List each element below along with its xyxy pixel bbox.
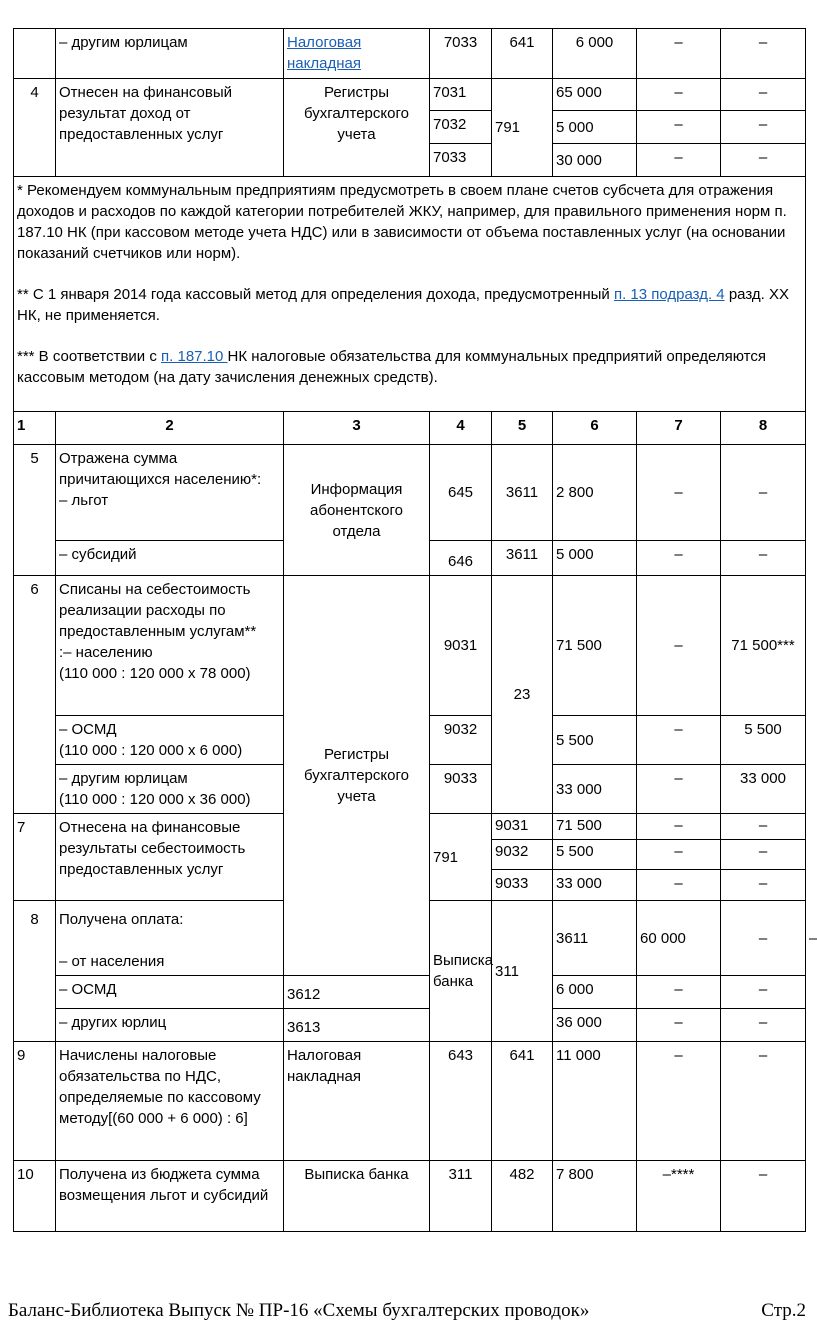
col7-cell: –: [637, 79, 721, 111]
debit-cell: 7033: [430, 144, 492, 177]
col7-cell: –: [637, 541, 721, 576]
sum-cell: 11 000: [553, 1042, 637, 1161]
sum-cell: 71 500: [553, 814, 637, 840]
debit-cell: 311: [492, 901, 553, 1042]
credit-cell: 9031: [492, 814, 553, 840]
row-content: – ОСМД: [56, 976, 284, 1009]
debit-cell: 643: [430, 1042, 492, 1161]
credit-cell: 482: [492, 1161, 553, 1232]
row-content: – другим юрлицам: [56, 29, 284, 79]
column-number: 6: [553, 412, 637, 445]
column-number: 1: [14, 412, 56, 445]
sum-cell: 6 000: [553, 976, 637, 1009]
tax-invoice-link[interactable]: Налоговая накладная: [287, 34, 362, 72]
document-cell: Регистры бухгалтерского учета: [284, 576, 430, 976]
table-row: [14, 79, 806, 111]
table-row: 8 Получена оплата: – от населения Выписка банка 311 3611 60 000 – –: [14, 901, 806, 976]
col8-cell: –: [721, 1042, 806, 1161]
col7-cell: –: [721, 901, 806, 976]
credit-cell: 791: [492, 79, 553, 177]
page-number: Стр.2: [761, 1300, 806, 1321]
col7-cell: –: [637, 111, 721, 144]
debit-cell: 9032: [430, 716, 492, 765]
col7-cell: –: [637, 1009, 721, 1042]
col8-cell: –: [721, 111, 806, 144]
col8-cell: –: [721, 79, 806, 111]
document-cell: Выписка банка: [430, 901, 492, 1042]
credit-cell: 9033: [492, 870, 553, 901]
row-number: 10: [14, 1161, 56, 1232]
col8-cell: –: [721, 445, 806, 541]
col8-cell: –: [721, 29, 806, 79]
row-content: Отражена сумма причитающихся населению*: – льгот: [56, 445, 284, 541]
sum-cell: 5 000: [553, 541, 637, 576]
col8-cell: –: [721, 144, 806, 177]
row-content: Отнесена на финансовые результаты себестоимость предоставленных услуг: [56, 814, 284, 901]
sum-cell: 36 000: [553, 1009, 637, 1042]
debit-cell: 791: [430, 814, 492, 901]
row-content: Отнесен на финансовый результат доход от предоставленных услуг: [56, 79, 284, 177]
col8-cell: –: [721, 1009, 806, 1042]
note-3: *** В соответствии с п. 187.10 НК налоговые обязательства для коммунальных предприятий определяются кассовым методом (на дату зачисления денежных средств).: [17, 348, 766, 386]
table-row: [14, 976, 806, 1009]
column-number: 5: [492, 412, 553, 445]
credit-cell: 641: [492, 1042, 553, 1161]
row-content: Начислены налоговые обязательства по НДС, определяемые по кассовому методу[(60 000 + 6 000) : 6]: [56, 1042, 284, 1161]
row-number: 4: [14, 79, 56, 177]
footer-title: Баланс-Библиотека Выпуск № ПР-16 «Схемы бухгалтерских проводок»: [8, 1300, 590, 1321]
note-2: ** С 1 января 2014 года кассовый метод для определения дохода, предусмотренный п. 13 подразд. 4 разд. ХХ НК, не применяется.: [17, 286, 789, 324]
document-cell: Информация абонентского отдела: [284, 445, 430, 576]
sum-cell: 2 800: [553, 445, 637, 541]
credit-cell: 3611: [492, 445, 553, 541]
sum-cell: 5 000: [553, 111, 637, 144]
col7-cell: –: [637, 814, 721, 840]
col8-cell: 71 500***: [721, 576, 806, 716]
sum-cell: 71 500: [553, 576, 637, 716]
row-number: 8: [14, 901, 56, 1042]
credit-cell: 23: [492, 576, 553, 814]
col7-cell: –: [637, 976, 721, 1009]
credit-cell: 3611: [492, 541, 553, 576]
notes-row: [14, 177, 806, 412]
debit-cell: 7032: [430, 111, 492, 144]
credit-cell: 3611: [553, 901, 637, 976]
sum-cell: 5 500: [553, 840, 637, 870]
debit-cell: 9031: [430, 576, 492, 716]
note-2-link[interactable]: п. 13 подразд. 4: [613, 286, 725, 303]
col8-cell: –: [721, 541, 806, 576]
document-cell: Налоговая накладная: [284, 1042, 430, 1161]
col7-cell: –: [637, 870, 721, 901]
row-content: Получена из бюджета сумма возмещения льгот и субсидий: [56, 1161, 284, 1232]
column-number: 4: [430, 412, 492, 445]
debit-cell: 645: [430, 445, 492, 541]
col8-cell: 33 000: [721, 765, 806, 814]
debit-cell: 7033: [430, 29, 492, 79]
sum-cell: 5 500: [553, 716, 637, 765]
col8-cell: –: [721, 840, 806, 870]
row-content: Получена оплата: – от населения: [56, 901, 284, 976]
row-content: – другим юрлицам (110 000 : 120 000 х 36 000): [56, 765, 284, 814]
table-row: [14, 29, 806, 79]
table-row: [14, 1042, 806, 1161]
col7-cell: –: [637, 765, 721, 814]
column-number: 7: [637, 412, 721, 445]
row-number: 5: [14, 445, 56, 576]
column-number-row: [14, 412, 806, 445]
credit-cell: 641: [492, 29, 553, 79]
entries-table: [13, 28, 817, 1232]
sum-cell: 33 000: [553, 765, 637, 814]
col7-cell: –****: [637, 1161, 721, 1232]
row-number: 7: [14, 814, 56, 901]
col7-cell: –: [637, 840, 721, 870]
credit-cell: 3612: [284, 976, 430, 1009]
table-row: [14, 576, 806, 716]
column-number: 2: [56, 412, 284, 445]
col7-cell: –: [637, 445, 721, 541]
col7-cell: –: [637, 29, 721, 79]
table-row: [14, 445, 806, 541]
col7-cell: –: [637, 144, 721, 177]
row-content: – субсидий: [56, 541, 284, 576]
table-row: [14, 1161, 806, 1232]
row-number: 9: [14, 1042, 56, 1161]
sum-cell: 33 000: [553, 870, 637, 901]
row-number: 6: [14, 576, 56, 814]
sum-cell: 6 000: [553, 29, 637, 79]
row-content: – ОСМД (110 000 : 120 000 х 6 000): [56, 716, 284, 765]
column-number: 3: [284, 412, 430, 445]
table-row: [14, 1009, 806, 1042]
col7-cell: –: [637, 576, 721, 716]
col8-cell: –: [721, 814, 806, 840]
note-3-link[interactable]: п. 187.10: [161, 348, 228, 365]
sum-cell: 65 000: [553, 79, 637, 111]
row-content: – других юрлиц: [56, 1009, 284, 1042]
col8-cell: –: [721, 870, 806, 901]
row-content: Списаны на себестоимость реализации расходы по предоставленным услугам** :– населению (110 000 : 120 000 х 78 000): [56, 576, 284, 716]
col7-cell: –: [637, 716, 721, 765]
credit-cell: 3613: [284, 1009, 430, 1042]
col8-cell: 5 500: [721, 716, 806, 765]
col8-cell: –: [721, 976, 806, 1009]
col7-cell: –: [637, 1042, 721, 1161]
debit-cell: 7031: [430, 79, 492, 111]
document-cell: Выписка банка: [284, 1161, 430, 1232]
sum-cell: 7 800: [553, 1161, 637, 1232]
document-cell: Регистры бухгалтерского учета: [284, 79, 430, 177]
sum-cell: 60 000: [637, 901, 721, 976]
debit-cell: 646: [430, 541, 492, 576]
sum-cell: 30 000: [553, 144, 637, 177]
debit-cell: 9033: [430, 765, 492, 814]
col8-cell: –: [721, 1161, 806, 1232]
debit-cell: 311: [430, 1161, 492, 1232]
credit-cell: 9032: [492, 840, 553, 870]
column-number: 8: [721, 412, 806, 445]
note-1: * Рекомендуем коммунальным предприятиям предусмотреть в своем плане счетов субсчета для отражения доходов и расходов по каждой категории потребителей ЖКУ, например, для правильного применения норм п. 187.10 НК (при кассовом методе учета НДС) или в зависимости от объема поставленных услуг (на основании показаний счетчиков или норм).: [17, 182, 787, 262]
page-footer: [8, 1300, 808, 1322]
